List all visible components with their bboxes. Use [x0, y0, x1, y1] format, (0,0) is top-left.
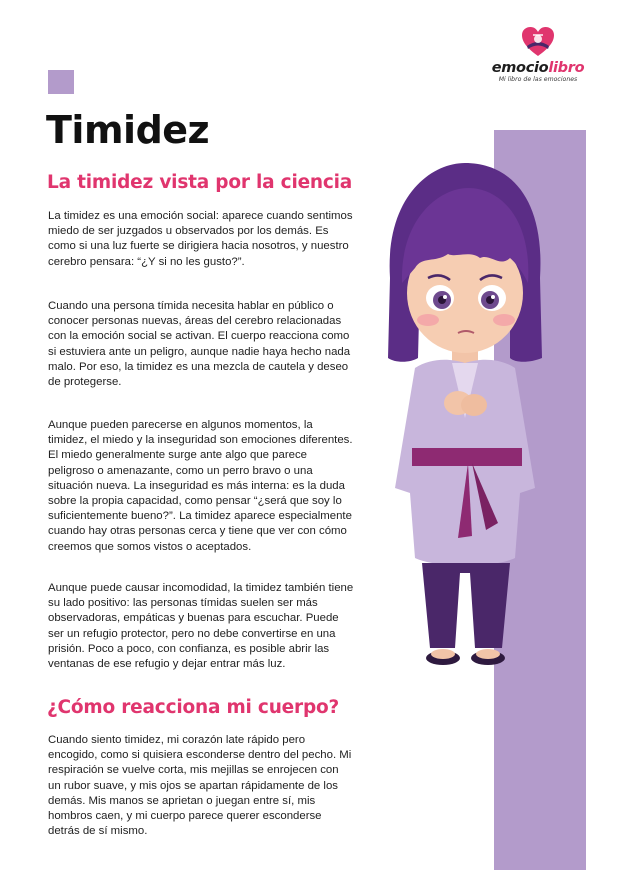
section-heading-science: La timidez vista por la ciencia: [47, 172, 353, 193]
heart-logo-icon: [521, 26, 555, 58]
page-title: Timidez: [46, 108, 210, 152]
paragraph: Aunque puede causar incomodidad, la timidez también tiene su lado positivo: las personas tímidas suelen ser más observadoras, empáticas y buenas para escuchar. Puede ser un refugio protector, pero no debe convertirse en una prisión. Poco a poco, con confianza, es posible abrir las ventanas de ese refugio y dejar entrar más luz.: [48, 582, 354, 671]
paragraph: La timidez es una emoción social: aparece cuando sentimos miedo de ser juzgados u observados por los demás. Es como si una luz fuerte se dirigiera hacia nosotros, y nuestro cerebro pensara: “¿Y si no les gusto?”.: [48, 210, 353, 268]
accent-square: [48, 70, 74, 94]
paragraph: Aunque pueden parecerse en algunos momentos, la timidez, el miedo y la inseguridad son emociones diferentes. El miedo generalmente surge ante algo que parece peligroso o amenazante, como un perro bravo o una situación nueva. La inseguridad es más interna: es la duda sobre la propia capacidad, como pensar “¿será que soy lo suficientemente bueno?”. La timidez aparece especialmente cuando hay otras personas cerca y tiene que ver con cómo creemos que somos vistos o aceptados.: [48, 419, 353, 553]
brand-logo[interactable]: [486, 26, 590, 84]
paragraph: Cuando una persona tímida necesita hablar en público o conocer personas nuevas, áreas del cerebro relacionadas con la emoción social se activan. El cuerpo reacciona como si estuviera ante un peligro, aunque nadie haya hecho nada malo. Por eso, la timidez es una mezcla de cautela y deseo de protegerse.: [48, 300, 351, 389]
paragraph: Cuando siento timidez, mi corazón late rápido pero encogido, como si quisiera esconderse dentro del pecho. Mi respiración se vuelve corta, mis mejillas se enrojecen con un rubor suave, y mis ojos se apartan rápidamente de los demás. Mis manos se aprietan o juegan entre sí, mis hombros caen, y mi cuerpo parece querer esconderse detrás de sí mismo.: [48, 734, 352, 838]
brand-name: emociolibro: [491, 60, 585, 76]
section-heading-body: ¿Cómo reacciona mi cuerpo?: [47, 697, 340, 718]
brand-tagline: Mi libro de las emociones: [498, 76, 578, 83]
shy-girl-illustration: [360, 158, 560, 680]
